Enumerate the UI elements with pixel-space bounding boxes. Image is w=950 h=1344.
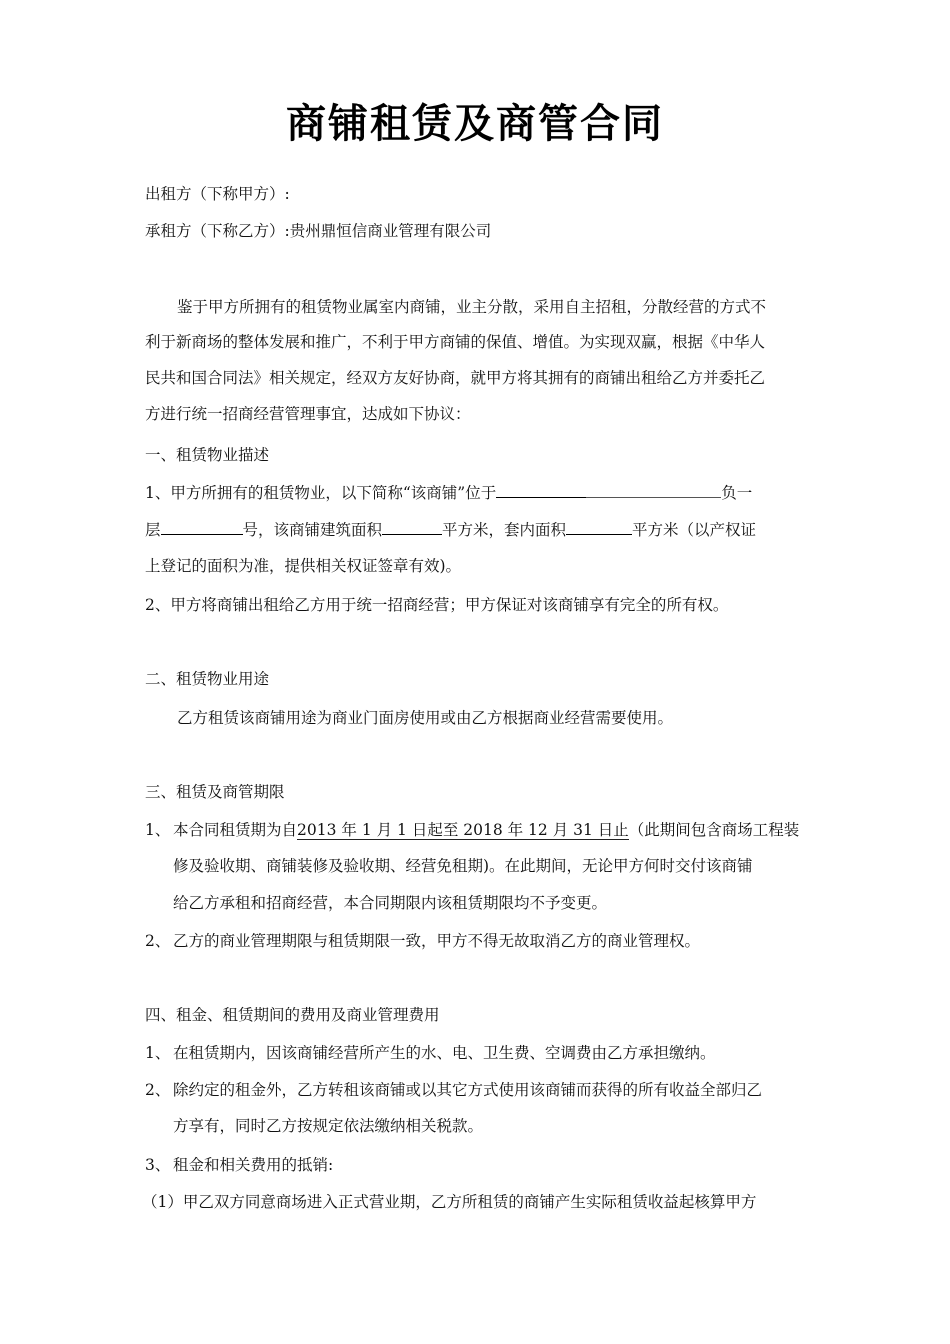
item-number: 1、 (145, 1044, 171, 1062)
inner-area-blank (566, 520, 632, 535)
section-1-item-1-line-3: 上登记的面积为准，提供相关权证签章有效)。 (145, 557, 462, 575)
item-text: 本合同租赁期为自 (173, 821, 298, 839)
location-blank-1 (496, 483, 586, 498)
section-3-item-1-line-3: 给乙方承租和招商经营，本合同期限内该租赁期限均不予变更。 (173, 894, 608, 912)
item-number: 2、 (145, 932, 171, 950)
section-1-item-2: 2、甲方将商铺出租给乙方用于统一招商经营；甲方保证对该商铺享有完全的所有权。 (145, 596, 729, 614)
item-text: 号，该商铺建筑面积 (242, 521, 383, 539)
section-4-item-1 (145, 1043, 716, 1063)
item-number: 2、 (145, 1081, 171, 1099)
item-text: 平方米，套内面积 (442, 521, 567, 539)
preamble-line-1: 鉴于甲方所拥有的租赁物业属室内商铺，业主分散，采用自主招租，分散经营的方式不 (177, 298, 767, 316)
item-text: 乙方的商业管理期限与租赁期限一致，甲方不得无故取消乙方的商业管理权。 (173, 932, 701, 950)
section-3-item-2 (145, 931, 700, 951)
preamble-line-3: 民共和国合同法》相关规定，经双方友好协商，就甲方将其拥有的商铺出租给乙方并委托乙 (145, 369, 766, 387)
unit-number-blank (161, 520, 243, 535)
item-text: 租金和相关费用的抵销: (173, 1156, 334, 1174)
section-3-item-1-line-1 (145, 820, 799, 840)
item-text: 除约定的租金外，乙方转租该商铺或以其它方式使用该商铺而获得的所有收益全部归乙 (173, 1081, 763, 1099)
document-title: 商铺租赁及商管合同 (286, 101, 664, 147)
lease-period: 2013 年 1 月 1 日起至 2018 年 12 月 31 日止 (297, 821, 629, 839)
item-number: 3、 (145, 1156, 171, 1174)
item-text: 在租赁期内，因该商铺经营所产生的水、电、卫生费、空调费由乙方承担缴纳。 (173, 1044, 716, 1062)
section-4-item-2-line-2: 方享有，同时乙方按规定依法缴纳相关税款。 (173, 1117, 484, 1135)
item-text: （此期间包含商场工程装 (628, 821, 800, 839)
section-1-heading: 一、租赁物业描述 (145, 446, 270, 464)
section-1-item-1-line-1 (145, 483, 752, 503)
party-b-line (145, 221, 491, 241)
section-2-heading: 二、租赁物业用途 (145, 670, 270, 688)
item-number: 1、 (145, 821, 171, 839)
section-4-item-3 (145, 1155, 333, 1175)
preamble-line-2: 利于新商场的整体发展和推广，不利于甲方商铺的保值、增值。为实现双赢，根据《中华人 (145, 333, 766, 351)
section-1-item-1-line-2 (145, 520, 756, 540)
item-text: 平方米（以产权证 (632, 521, 757, 539)
location-blank-2 (586, 483, 721, 498)
item-text: 1、甲方所拥有的租赁物业，以下简称“该商铺”位于 (145, 484, 497, 502)
section-4-item-3-sub-1: （1）甲乙双方同意商场进入正式营业期，乙方所租赁的商铺产生实际租赁收益起核算甲方 (142, 1193, 757, 1211)
section-4-item-2-line-1 (145, 1080, 762, 1100)
section-3-item-1-line-2: 修及验收期、商铺装修及验收期、经营免租期)。在此期间，无论甲方何时交付该商铺 (173, 857, 753, 875)
section-4-heading: 四、租金、租赁期间的费用及商业管理费用 (145, 1006, 440, 1024)
party-b-label: 承租方（下称乙方）: (145, 222, 290, 240)
preamble-line-4: 方进行统一招商经营管理事宜，达成如下协议： (145, 405, 471, 423)
item-text: 负一 (721, 484, 753, 502)
item-text: 层 (145, 521, 161, 539)
party-a-line: 出租方（下称甲方）: (145, 185, 290, 203)
section-3-heading: 三、租赁及商管期限 (145, 783, 285, 801)
party-b-name: 贵州鼎恒信商业管理有限公司 (289, 222, 492, 240)
building-area-blank (382, 520, 442, 535)
section-2-body: 乙方租赁该商铺用途为商业门面房使用或由乙方根据商业经营需要使用。 (177, 709, 674, 727)
